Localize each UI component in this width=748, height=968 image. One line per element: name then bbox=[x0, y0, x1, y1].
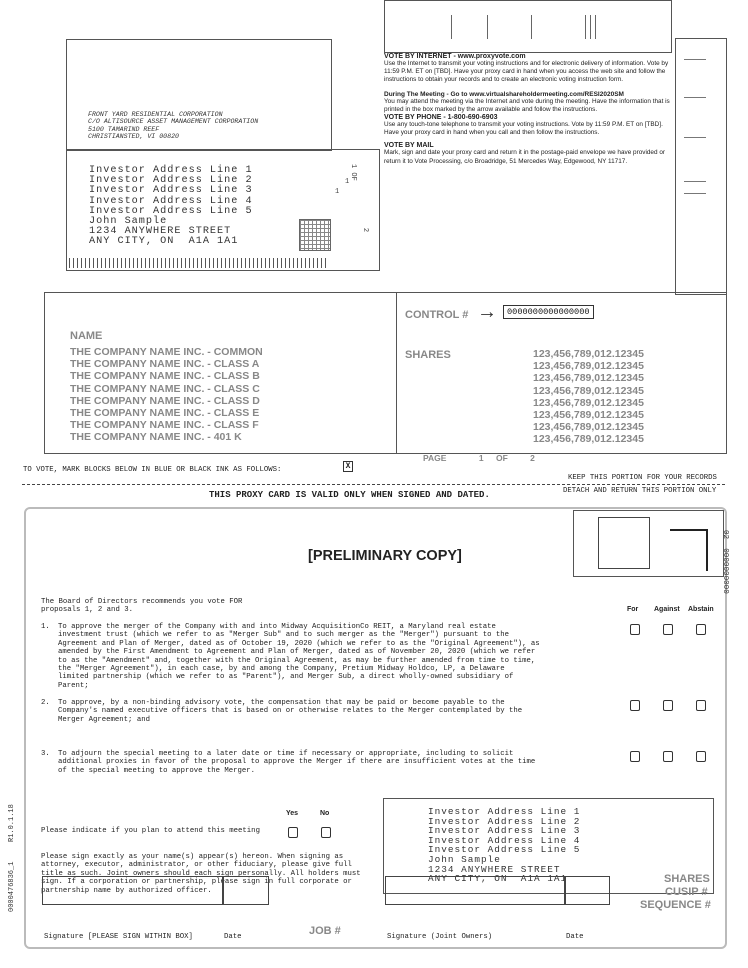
postal-barcode bbox=[69, 258, 327, 268]
meeting-body: You may attend the meeting via the Internet and vote during the meeting. Have the information that is printed in the box marked by the arrow available and follow the instructions. bbox=[384, 97, 670, 113]
vote-instructions bbox=[384, 53, 674, 166]
proposal-text: To approve, by a non-binding advisory vote, the compensation that may be paid or become payable to the Company's named executive officers that is based on or otherwise relates to the Merger contemplated by the Merger Agreement; and bbox=[58, 699, 523, 724]
signature-joint-box[interactable] bbox=[385, 876, 566, 905]
share-amount: 123,456,789,012.12345 bbox=[533, 396, 644, 409]
mark-instruction: TO VOTE, MARK BLOCKS BELOW IN BLUE OR BLACK INK AS FOLLOWS: bbox=[23, 466, 282, 474]
proposal-1-against-checkbox[interactable] bbox=[663, 624, 673, 635]
investor-line: 1234 ANYWHERE STREET bbox=[428, 863, 561, 875]
proposal-2-for-checkbox[interactable] bbox=[630, 700, 640, 711]
barcode-box bbox=[384, 0, 672, 53]
margin-version: R1.0.1.18 bbox=[8, 804, 16, 842]
proposal-2-abstain-checkbox[interactable] bbox=[696, 700, 706, 711]
internet-body: Use the Internet to transmit your voting instructions and for electronic delivery of information. Vote by 11:59 P.M. ET on [TBD]. Have your proxy card in hand when you access the web site and follow the instructions to obtain your records and to create an electronic voting instruction form. bbox=[384, 60, 669, 84]
share-amount: 123,456,789,012.12345 bbox=[533, 372, 644, 385]
date-label: Date bbox=[224, 933, 242, 941]
proposal-1-abstain-checkbox[interactable] bbox=[696, 624, 706, 635]
holding-name: THE COMPANY NAME INC. - CLASS A bbox=[70, 358, 260, 371]
col-against: Against bbox=[654, 606, 680, 613]
proposal-text: To approve the merger of the Company with and into Midway AcquisitionCo REIT, a Maryland real estate investment trust (which we refer to as "Merger Sub" and to such merger as the "Merger") pursuant to the Agreement and Plan of Merger, dated as of October 19, 2020 (which we refer to as the "Original Agreement"), as amended by the First Amendment to Agreement and Plan of Merger, dated as of November 20, 2020 (which we refer to as the "Amendment" and, together with the Original Agreement, as may be further amended from time to time, the "Merger Agreement"), in each case, by and among the Company, Pretium Midway Holdco, LP, a Delaware limited partnership (which we refer to as "Parent"), and Merger Sub, a direct wholly-owned subsidiary of Parent; bbox=[58, 623, 540, 690]
holding-name: THE COMPANY NAME INC. - CLASS B bbox=[70, 370, 260, 383]
barcode-bar bbox=[451, 15, 452, 39]
card-investor-address bbox=[428, 807, 580, 884]
issuer-address bbox=[88, 111, 258, 141]
holding-name: THE COMPANY NAME INC. - 401 K bbox=[70, 431, 242, 444]
page-info bbox=[423, 453, 535, 463]
attend-question: Please indicate if you plan to attend this meeting bbox=[41, 827, 260, 835]
investor-line: 1234 ANYWHERE STREET bbox=[89, 226, 232, 238]
investor-line: ANY CITY, ON A1A 1A1 bbox=[428, 873, 568, 885]
phone-title: VOTE BY PHONE - 1-800-690-6903 bbox=[384, 114, 498, 122]
name-header: NAME bbox=[70, 330, 103, 342]
date-joint-box[interactable] bbox=[564, 876, 610, 905]
share-amount: 123,456,789,012.12345 bbox=[533, 348, 644, 360]
holding-name: THE COMPANY NAME INC. - CLASS E bbox=[70, 407, 260, 420]
signature-joint-label: Signature (Joint Owners) bbox=[387, 933, 493, 941]
issuer-box bbox=[66, 39, 332, 151]
share-amount: 123,456,789,012.12345 bbox=[533, 384, 644, 397]
card-corner-box bbox=[573, 510, 724, 577]
phone-body: Use any touch-tone telephone to transmit your voting instructions. Vote by 11:59 P.M. ET on [TBD]. Have your proxy card in hand when you call and then follow the instructions. bbox=[384, 121, 663, 137]
investor-line: Investor Address Line 4 bbox=[89, 195, 253, 207]
detach-portion: DETACH AND RETURN THIS PORTION ONLY bbox=[563, 487, 717, 495]
board-recommendation: The Board of Directors recommends you vote FOR proposals 1, 2 and 3. bbox=[41, 598, 243, 615]
proposal-3-for-checkbox[interactable] bbox=[630, 751, 640, 762]
mail-title: VOTE BY MAIL bbox=[384, 142, 434, 150]
investor-line: Investor Address Line 3 bbox=[428, 825, 581, 837]
investor-line: Investor Address Line 1 bbox=[428, 806, 581, 817]
holding-name: THE COMPANY NAME INC. - CLASS C bbox=[70, 382, 260, 395]
issuer-line: CHRISTIANSTED, VI 00820 bbox=[88, 133, 180, 141]
col-abstain: Abstain bbox=[688, 606, 714, 613]
page-total: 2 bbox=[530, 453, 535, 463]
page-of: OF bbox=[495, 453, 508, 463]
page-label: PAGE bbox=[423, 453, 447, 463]
investor-line: ANY CITY, ON A1A 1A1 bbox=[89, 236, 239, 248]
page-num: 1 bbox=[478, 453, 484, 463]
holdings-names bbox=[70, 346, 263, 444]
investor-line: John Sample bbox=[89, 216, 168, 228]
valid-notice: THIS PROXY CARD IS VALID ONLY WHEN SIGNED AND DATED. bbox=[209, 490, 490, 500]
keep-portion: KEEP THIS PORTION FOR YOUR RECORDS bbox=[568, 474, 717, 482]
page-title: [PRELIMINARY COPY] bbox=[308, 548, 462, 564]
investor-line: Investor Address Line 2 bbox=[428, 815, 581, 827]
proposal-3-against-checkbox[interactable] bbox=[663, 751, 673, 762]
margin-code: 0000476836_1 bbox=[8, 861, 16, 912]
detach-line bbox=[22, 484, 725, 485]
control-label: CONTROL # bbox=[405, 309, 469, 321]
investor-line: Investor Address Line 4 bbox=[428, 834, 581, 846]
barcode-bar bbox=[590, 15, 591, 39]
side-code: 02 0000000000 bbox=[721, 530, 729, 594]
proposal-text: To adjourn the special meeting to a later date or time if necessary or appropriate, including to solicit additional proxies in favor of the proposal to approve the Merger if there are insufficient votes at the time of the special meeting to approve the Merger. bbox=[58, 750, 536, 775]
sequence-label: SEQUENCE # bbox=[640, 899, 711, 911]
shares-label: SHARES bbox=[405, 349, 451, 361]
issuer-line: 5100 TAMARIND REEF bbox=[88, 125, 160, 133]
page-indicator-num: 1 bbox=[345, 178, 350, 186]
investor-line: Investor Address Line 2 bbox=[89, 175, 253, 187]
holding-name: THE COMPANY NAME INC. - COMMON bbox=[70, 346, 263, 358]
investor-line: Investor Address Line 1 bbox=[89, 165, 253, 176]
investor-box bbox=[66, 149, 380, 271]
share-amount: 123,456,789,012.12345 bbox=[533, 433, 644, 446]
meeting-title: During The Meeting - Go to www.virtualshareholdermeeting.com/RESI2020SM bbox=[384, 90, 624, 98]
signature-label: Signature [PLEASE SIGN WITHIN BOX] bbox=[44, 933, 193, 941]
issuer-line: FRONT YARD RESIDENTIAL CORPORATION bbox=[88, 111, 223, 118]
date-joint-label: Date bbox=[566, 933, 584, 941]
issuer-line: C/O ALTISOURCE ASSET MANAGEMENT CORPORATION bbox=[88, 118, 259, 126]
holdings-shares bbox=[533, 348, 644, 446]
proposal-1-for-checkbox[interactable] bbox=[630, 624, 640, 635]
attend-yes-checkbox[interactable] bbox=[288, 827, 298, 838]
barcode-bar bbox=[595, 15, 596, 39]
attend-no-checkbox[interactable] bbox=[321, 827, 331, 838]
col-for: For bbox=[627, 606, 639, 613]
holding-name: THE COMPANY NAME INC. - CLASS F bbox=[70, 419, 259, 432]
proposal-3-abstain-checkbox[interactable] bbox=[696, 751, 706, 762]
mark-example: X bbox=[343, 461, 353, 472]
page-indicator-vertical: 1 OF bbox=[349, 164, 357, 181]
barcode-bar bbox=[531, 15, 532, 39]
share-amount: 123,456,789,012.12345 bbox=[533, 360, 644, 373]
yes-label: Yes bbox=[286, 810, 299, 817]
proposal-2-against-checkbox[interactable] bbox=[663, 700, 673, 711]
proposal-number: 1. bbox=[41, 623, 50, 631]
barcode-bar bbox=[487, 15, 488, 39]
share-amount: 123,456,789,012.12345 bbox=[533, 409, 644, 422]
investor-address bbox=[89, 166, 253, 248]
mail-body: Mark, sign and date your proxy card and return it in the postage-paid envelope we have provided or return it to Vote Processing, c/o Broadridge, 51 Mercedes Way, Edgewood, NY 11717. bbox=[384, 149, 666, 165]
internet-title: VOTE BY INTERNET - www.proxyvote.com bbox=[384, 53, 526, 60]
investor-line: Investor Address Line 5 bbox=[428, 844, 581, 856]
holdings-box bbox=[44, 292, 727, 463]
cusip-label: CUSIP # bbox=[665, 886, 708, 898]
investor-line: Investor Address Line 3 bbox=[89, 185, 253, 197]
holding-name: THE COMPANY NAME INC. - CLASS D bbox=[70, 394, 260, 407]
signature-box[interactable] bbox=[42, 876, 224, 905]
job-label: JOB # bbox=[309, 925, 341, 937]
page-indicator-num: 1 bbox=[335, 188, 340, 196]
no-label: No bbox=[320, 810, 330, 817]
page-indicator-num: 2 bbox=[361, 227, 370, 233]
barcode-bar bbox=[585, 15, 586, 39]
investor-line: John Sample bbox=[428, 853, 501, 865]
side-strip bbox=[675, 38, 727, 295]
datamatrix-code bbox=[299, 219, 331, 251]
card-shares-label: SHARES bbox=[664, 873, 710, 885]
investor-line: Investor Address Line 5 bbox=[89, 205, 253, 217]
control-number: 0000000000000000 bbox=[503, 305, 594, 319]
proposal-number: 2. bbox=[41, 699, 50, 707]
sign-instructions: Please sign exactly as your name(s) appear(s) hereon. When signing as attorney, executor, administrator, or other fiduciary, please give full title as such. Joint owners should each sign personally. All holders must sign. If a corporation or partnership, please sign in full corporate or partnership name by authorized officer. bbox=[41, 853, 361, 895]
proposal-number: 3. bbox=[41, 750, 50, 758]
share-amount: 123,456,789,012.12345 bbox=[533, 421, 644, 434]
control-arrow: → bbox=[477, 301, 497, 323]
date-box[interactable] bbox=[222, 876, 269, 905]
